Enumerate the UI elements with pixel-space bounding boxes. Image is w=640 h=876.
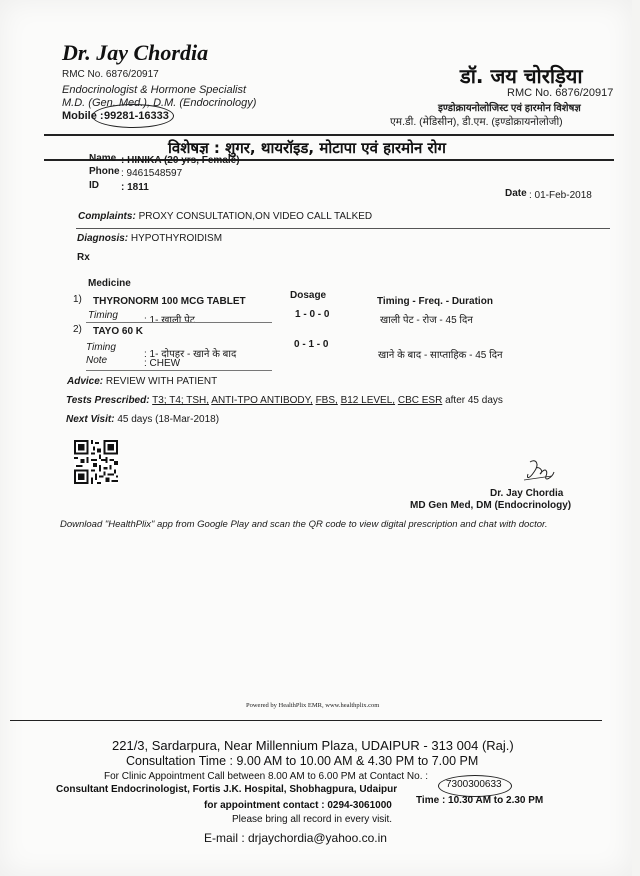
degrees: M.D. (Gen. Med.), D.M. (Endocrinology) bbox=[62, 97, 257, 109]
test-item: T3; T4; TSH, bbox=[152, 395, 210, 406]
handwritten-circle-footer bbox=[438, 775, 512, 797]
medicine-2-frequency: खाने के बाद - साप्ताहिक - 45 दिन bbox=[378, 350, 503, 361]
specialty-banner: विशेषज्ञ : शुगर, थायरॉइड, मोटापा एवं हारमोन रोग bbox=[168, 139, 446, 157]
rx-symbol: Rx bbox=[77, 252, 90, 263]
consultant-time: Time : 10.30 AM to 2.30 PM bbox=[416, 795, 544, 806]
medicine-2-number: 2) bbox=[73, 324, 82, 335]
signature-degrees: MD Gen Med, DM (Endocrinology) bbox=[410, 500, 572, 511]
rmc-number: RMC No. 6876/20917 bbox=[62, 69, 159, 80]
handwritten-circle bbox=[92, 104, 174, 128]
next-visit-value: 45 days (18-Mar-2018) bbox=[117, 414, 220, 425]
dosage-column-header: Dosage bbox=[290, 290, 327, 301]
email-address[interactable]: E-mail : drjaychordia@yahoo.co.in bbox=[204, 831, 387, 845]
next-visit-label: Next Visit: bbox=[66, 414, 115, 425]
patient-name-value: : HINIKA (20 yrs, Female) bbox=[121, 155, 240, 166]
download-note: Download "HealthPlix" app from Google Play and scan the QR code to view digital prescription and chat with doctor. bbox=[60, 519, 548, 530]
patient-id-label: ID bbox=[89, 180, 99, 191]
test-item: CBC ESR bbox=[397, 395, 443, 406]
hospital-contact[interactable]: for appointment contact : 0294-3061000 bbox=[204, 800, 392, 811]
medicine-2-note-value: : CHEW bbox=[144, 358, 181, 369]
consultant-hospital: Consultant Endocrinologist, Fortis J.K. Hospital, Shobhagpura, Udaipur bbox=[56, 784, 398, 795]
tests-row bbox=[66, 395, 503, 406]
medicine-1-frequency: खाली पेट - रोज - 45 दिन bbox=[380, 315, 473, 326]
hindi-rmc-number: RMC No. 6876/20917 bbox=[507, 87, 614, 99]
clinic-address: 221/3, Sardarpura, Near Millennium Plaza, UDAIPUR - 313 004 (Raj.) bbox=[112, 738, 514, 753]
timing-column-header: Timing - Freq. - Duration bbox=[377, 296, 493, 307]
test-item: B12 LEVEL, bbox=[340, 395, 396, 406]
medicine-1-name: THYRONORM 100 MCG TABLET bbox=[93, 296, 246, 307]
patient-id-value: : 1811 bbox=[121, 182, 149, 193]
medicine-2-rule bbox=[86, 370, 272, 371]
tests-suffix: after 45 days bbox=[445, 395, 503, 406]
complaints-rule bbox=[76, 228, 610, 229]
medicine-2-timing-label: Timing bbox=[86, 342, 116, 353]
complaints-row bbox=[78, 211, 372, 222]
medicine-2-note-label: Note bbox=[86, 355, 108, 366]
appointment-number[interactable]: 7300300633 bbox=[446, 779, 502, 790]
medicine-2-dosage: 0 - 1 - 0 bbox=[294, 339, 329, 350]
bring-records-note: Please bring all record in every visit. bbox=[232, 814, 393, 825]
medicine-2-name: TAYO 60 K bbox=[93, 326, 144, 337]
qr-code[interactable] bbox=[74, 440, 118, 484]
hindi-specialist-title: इण्डोक्रायनोलोजिस्ट एवं हारमोन विशेषज्ञ bbox=[438, 103, 581, 114]
signature-scribble bbox=[522, 458, 556, 484]
footer-rule bbox=[10, 720, 602, 721]
powered-by[interactable]: Powered by HealthPlix EMR, www.healthplix.com bbox=[246, 702, 380, 709]
hindi-degrees: एम.डी. (मेडिसीन), डी.एम. (इण्डोक्रायनोलोजी) bbox=[390, 116, 563, 128]
tests-label: Tests Prescribed: bbox=[66, 395, 150, 406]
appointment-text: For Clinic Appointment Call between 8.00 AM to 6.00 PM at Contact No. : bbox=[104, 771, 429, 782]
advice-row bbox=[67, 376, 217, 387]
diagnosis-label: Diagnosis: bbox=[77, 233, 129, 244]
patient-phone-value: : 9461548597 bbox=[121, 168, 183, 179]
medicine-1-timing-label: Timing bbox=[88, 310, 118, 321]
signature-name: Dr. Jay Chordia bbox=[490, 488, 564, 499]
medicine-2-timing-value: : 1- दोपहर - खाने के बाद bbox=[144, 349, 237, 360]
consultation-time: Consultation Time : 9.00 AM to 10.00 AM & 4.30 PM to 7.00 PM bbox=[126, 754, 479, 768]
advice-label: Advice: bbox=[67, 376, 104, 387]
patient-phone-label: Phone bbox=[89, 166, 120, 177]
test-item: ANTI-TPO ANTIBODY, bbox=[211, 395, 313, 406]
medicine-1-rule bbox=[86, 322, 272, 323]
medicine-1-dosage: 1 - 0 - 0 bbox=[295, 309, 330, 320]
header-rule bbox=[44, 134, 614, 136]
date-label: Date bbox=[505, 188, 527, 199]
patient-name-label: Name bbox=[89, 153, 117, 164]
doctor-name: Dr. Jay Chordia bbox=[62, 40, 209, 65]
medicine-1-number: 1) bbox=[73, 294, 82, 305]
medicine-1-timing-value: : 1- खाली पेट bbox=[144, 315, 195, 326]
hindi-doctor-name: डॉ. जय चोरड़िया bbox=[460, 64, 583, 88]
complaints-label: Complaints: bbox=[78, 211, 136, 222]
test-item: FBS, bbox=[315, 395, 338, 406]
advice-value: REVIEW WITH PATIENT bbox=[105, 376, 218, 387]
diagnosis-row bbox=[77, 233, 222, 244]
diagnosis-value: HYPOTHYROIDISM bbox=[130, 233, 223, 244]
specialist-title: Endocrinologist & Hormone Specialist bbox=[62, 84, 247, 96]
mobile-number[interactable]: 99281-16333 bbox=[104, 110, 169, 122]
medicine-column-header: Medicine bbox=[88, 278, 131, 289]
mobile-label: Mobile : bbox=[62, 110, 104, 122]
date-value: : 01-Feb-2018 bbox=[529, 190, 592, 201]
complaints-value: PROXY CONSULTATION,ON VIDEO CALL TALKED bbox=[138, 211, 373, 222]
next-visit-row bbox=[66, 414, 219, 425]
